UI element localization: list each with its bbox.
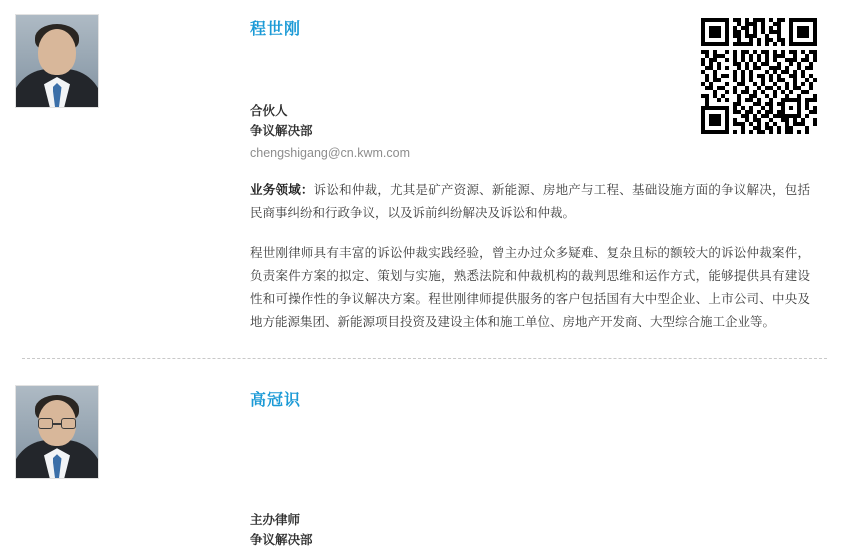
practice-areas-label: 业务领域： bbox=[250, 183, 314, 198]
layout-spacer bbox=[250, 410, 829, 510]
qr-code-image[interactable] bbox=[701, 18, 817, 134]
lawyer-profile-card bbox=[0, 359, 849, 550]
lawyer-department: 争议解决部 bbox=[250, 124, 313, 139]
lawyer-title: 主办律师 bbox=[250, 513, 301, 528]
lawyer-department: 争议解决部 bbox=[250, 533, 313, 548]
photo-column bbox=[0, 385, 250, 479]
practice-areas-block bbox=[250, 179, 810, 225]
lawyer-title: 合伙人 bbox=[250, 104, 288, 119]
profile-text-column bbox=[250, 385, 849, 550]
lawyer-name: 程世刚 bbox=[250, 21, 302, 38]
portrait-face bbox=[38, 29, 76, 75]
portrait-glasses bbox=[37, 417, 77, 429]
practice-areas-text: 诉讼和仲裁，尤其是矿产资源、新能源、房地产与工程、基础设施方面的争议解决，包括民商事纠纷和行政争议，以及诉前纠纷解决及诉讼和仲裁。 bbox=[250, 183, 810, 221]
qr-code-svg bbox=[701, 18, 817, 134]
lawyer-email[interactable]: chengshigang@cn.kwm.com bbox=[250, 146, 410, 161]
lawyer-biography: 程世刚律师具有丰富的诉讼仲裁实践经验，曾主办过众多疑难、复杂且标的额较大的诉讼仲裁案件，负责案件方案的拟定、策划与实施，熟悉法院和仲裁机构的裁判思维和运作方式，能够提供具有建设性和可操作性的争议解决方案。程世刚律师提供服务的客户包括国有大中型企业、上市公司、中央及地方能源集团、新能源项目投资及建设主体和施工单位、房地产开发商、大型综合施工企业等。 bbox=[250, 246, 810, 330]
lawyer-portrait-photo bbox=[15, 385, 99, 479]
lawyer-portrait-photo bbox=[15, 14, 99, 108]
lawyer-name: 高冠识 bbox=[250, 392, 302, 410]
photo-column bbox=[0, 14, 250, 108]
